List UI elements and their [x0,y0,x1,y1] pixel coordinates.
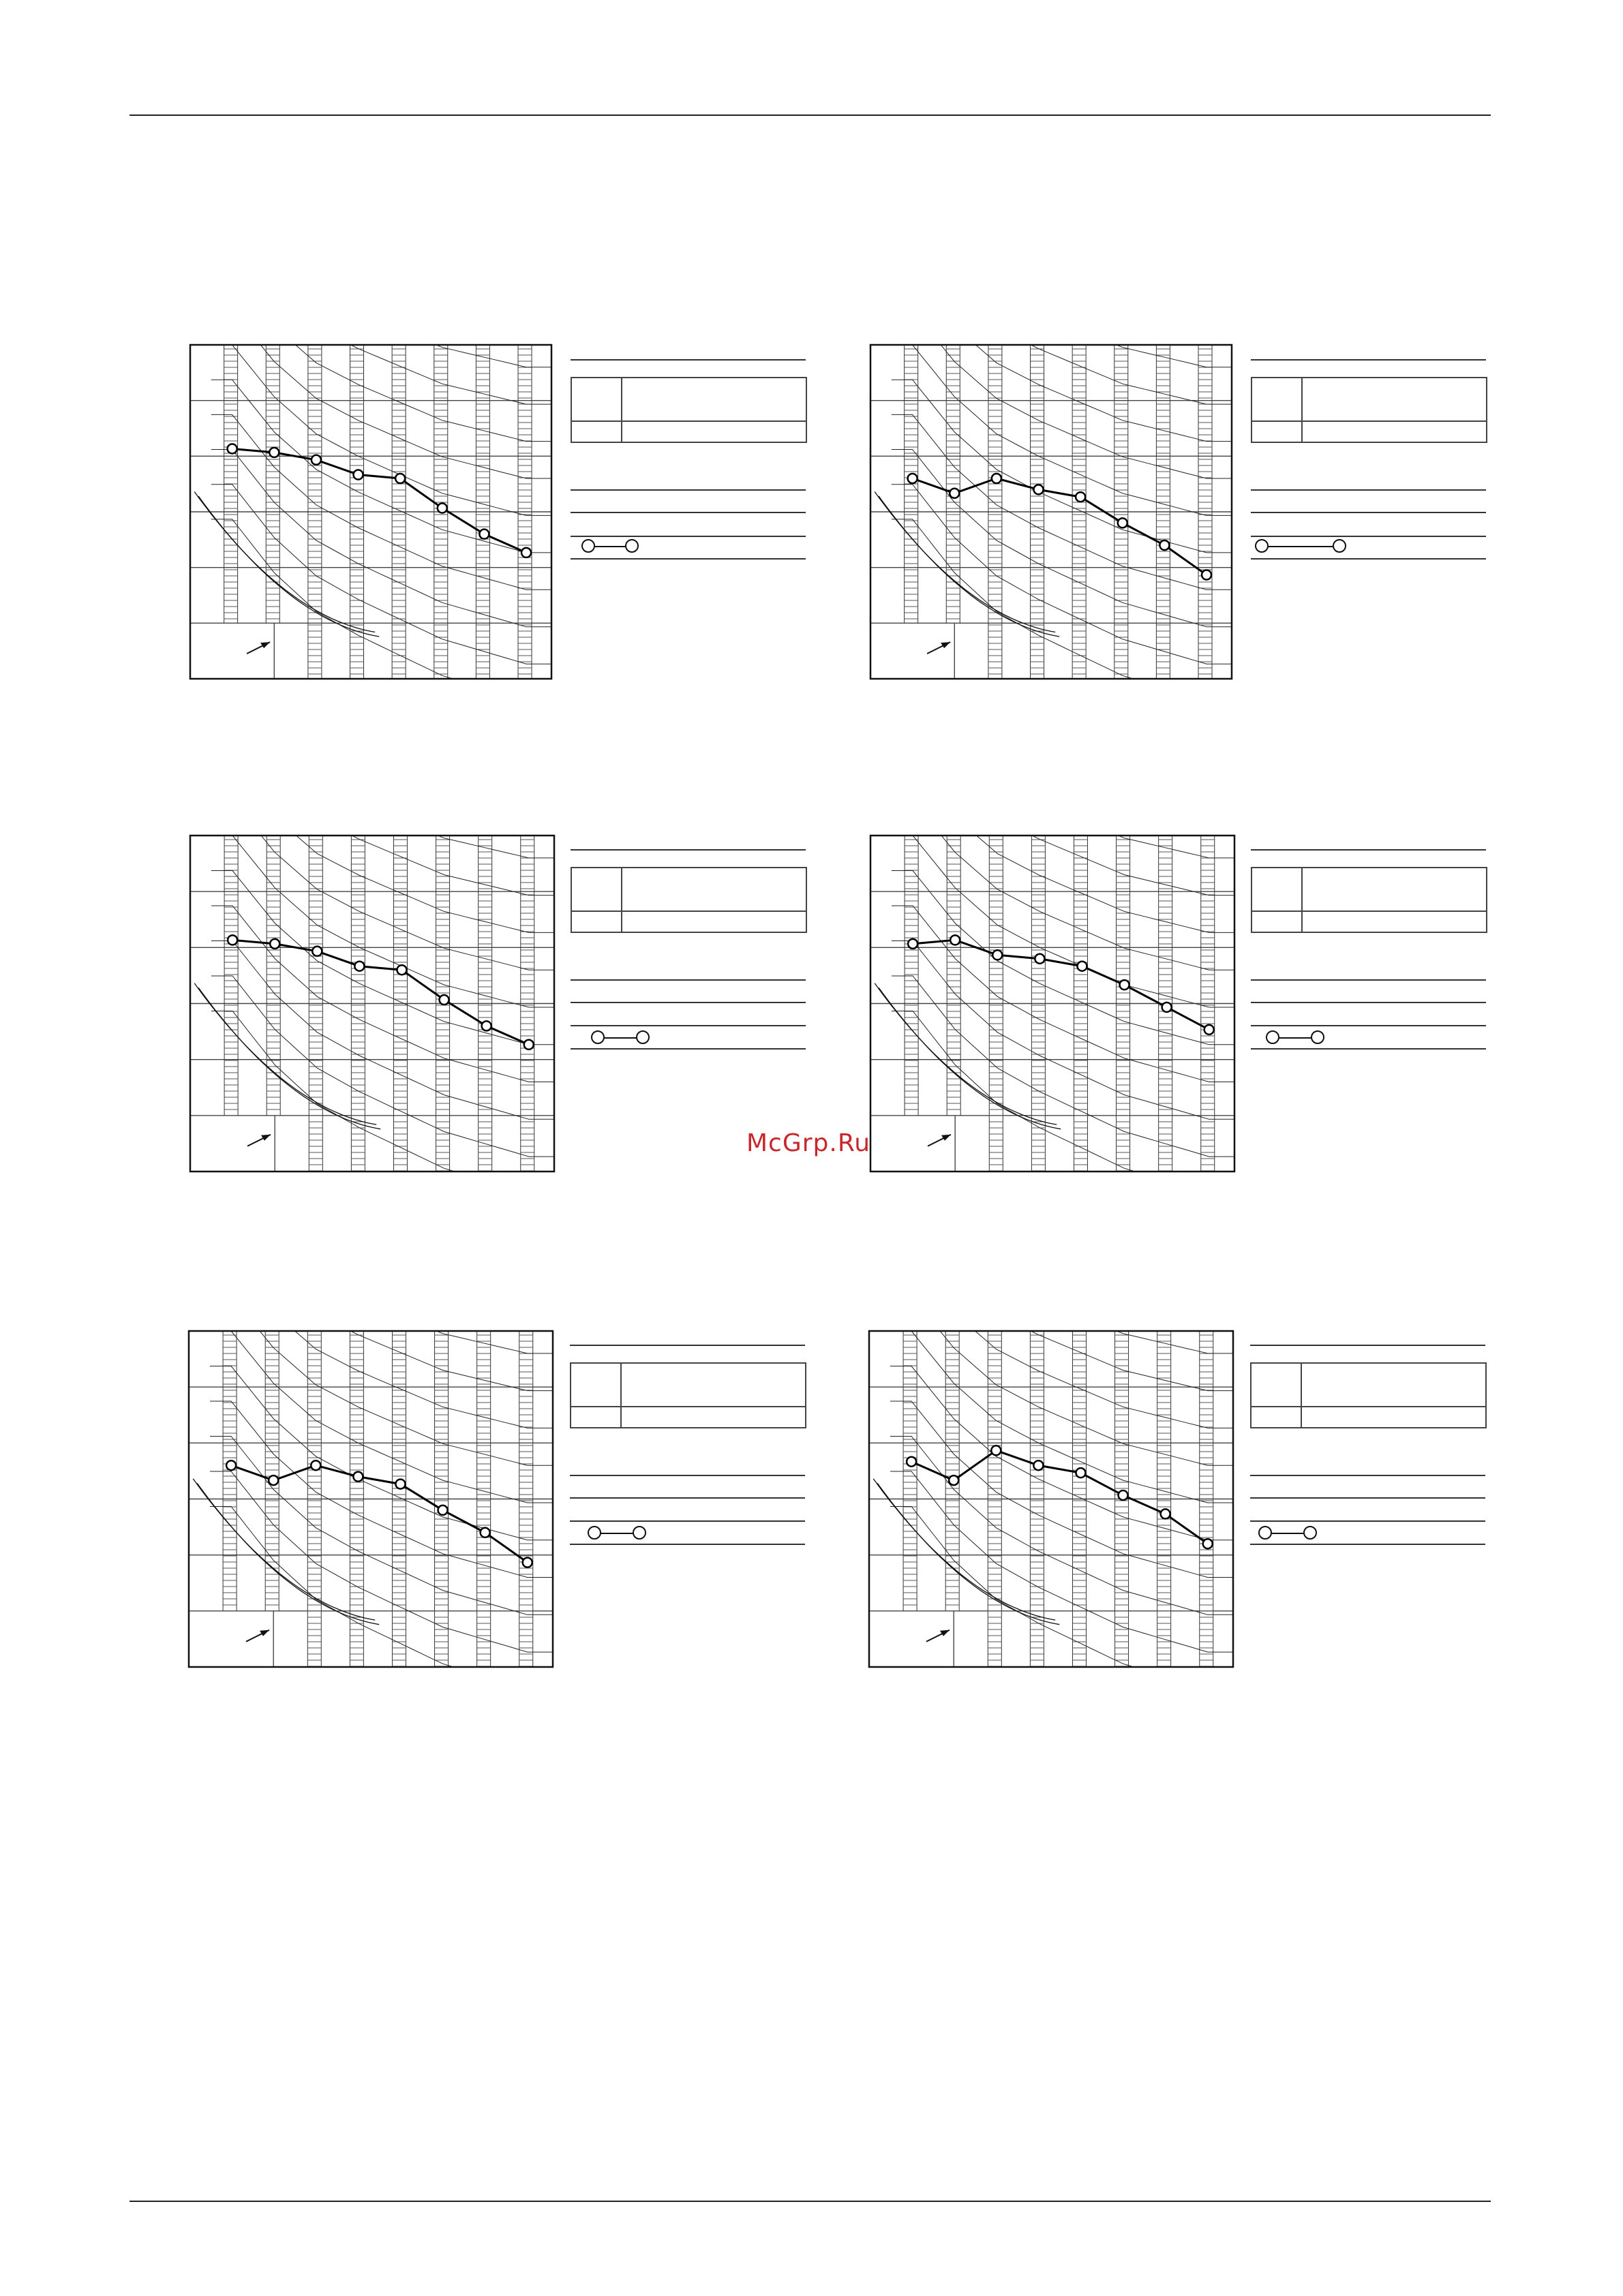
legend-rule [1251,512,1486,513]
nr-curve [890,1156,1250,1317]
nr-curve [210,1191,570,1353]
legend-rule [1250,1544,1485,1545]
legend-rule [571,558,806,560]
hatched-column [224,836,238,1116]
nr-curve [210,1401,570,1578]
nr-curve [892,1011,1252,1194]
legend-marker-symbol [1255,539,1346,555]
nr-curve [210,1471,570,1652]
threshold-curve [875,983,1057,1124]
legend-rule [1251,1025,1486,1026]
data-point [438,1505,448,1515]
data-point [992,950,1002,960]
legend-rule [1250,1497,1485,1499]
nr-curve [211,450,568,627]
data-point [226,1460,236,1470]
chart-top-left [189,344,552,679]
data-point [949,1475,958,1485]
nr-curve [210,1156,570,1317]
legend-rule [1251,979,1486,981]
legend-marker-symbol [581,539,639,555]
legend-marker-symbol [588,1526,645,1542]
nr-curve [892,519,1249,701]
data-point [228,444,237,453]
legend-rule [570,1345,805,1346]
legend-rule [1251,536,1486,537]
data-point [1202,570,1211,580]
arrowhead-icon [941,642,950,648]
nr-curve [890,1507,1250,1689]
nr-curve [890,1296,1250,1466]
data-point [1161,1509,1170,1518]
nr-curve [890,1471,1250,1652]
legend-table [571,867,807,933]
nr-curve [210,1226,570,1391]
nr-curve [892,695,1252,858]
nr-curve [892,414,1249,590]
data-point [1204,1025,1214,1035]
nr-curve [892,765,1252,932]
legend-bottom-right [1250,1345,1485,1570]
data-point [1118,518,1127,527]
nr-curve [210,1261,570,1428]
data-point [395,474,405,483]
legend-rule [1251,558,1486,560]
legend-rule [571,536,806,537]
arrowhead-icon [261,1135,271,1141]
chart-top-right [870,344,1232,679]
legend-table [1250,1362,1487,1428]
chart-bottom-right [868,1330,1234,1668]
nr-curve [892,801,1252,970]
bottom-rule [130,2201,1491,2202]
data-point [482,1021,491,1030]
nr-curve [892,275,1249,442]
nr-curve [210,1437,570,1615]
series-line [913,940,1209,1029]
hatched-column [947,836,960,1116]
chart-middle-left [189,835,555,1172]
legend-table [1251,867,1487,933]
nr-curve [892,731,1252,896]
legend-rule [1251,489,1486,491]
data-point [1035,954,1044,964]
threshold-curve [875,492,1055,632]
threshold-curve [194,983,376,1124]
nr-curve [210,1366,570,1540]
threshold-curve [198,988,380,1129]
data-point [479,530,489,539]
watermark: McGrp.Ru [746,1129,871,1157]
nr-curve [211,660,571,821]
data-point [523,1558,532,1567]
nr-curve [210,1296,570,1466]
series-line [911,1450,1208,1544]
legend-marker-symbol [591,1030,648,1047]
hatched-column [946,345,960,623]
data-point [354,470,363,480]
arrowhead-icon [940,1630,950,1636]
nr-curve [892,485,1249,664]
data-point [1076,492,1085,502]
hatched-column [224,345,238,623]
data-point [521,548,531,557]
legend-marker-symbol [1258,1526,1316,1542]
nr-curve [890,1191,1250,1353]
hatched-column [266,345,279,623]
nr-curve [211,345,568,515]
legend-rule [1250,1475,1485,1476]
arrowhead-icon [260,642,270,648]
legend-rule [571,489,806,491]
threshold-curve [197,1483,379,1624]
hatched-column [903,1331,917,1611]
data-point [354,962,364,971]
legend-rule [570,1475,805,1476]
nr-curve [211,801,571,970]
nr-curve [892,976,1252,1157]
data-point [1119,1490,1128,1500]
nr-curve [211,275,568,442]
nr-curve [211,906,571,1082]
threshold-curve [194,492,375,632]
nr-curve [892,450,1249,627]
threshold-curve [193,1479,375,1620]
hatched-column [265,1331,279,1611]
hatched-column [905,836,918,1116]
legend-rule [571,1002,806,1003]
legend-rule [1251,1002,1486,1003]
data-point [312,947,322,956]
nr-curve [211,871,571,1045]
hatched-column [267,836,280,1116]
data-point [312,455,321,465]
data-point [228,935,237,945]
data-point [991,1445,1001,1455]
data-point [1162,1002,1172,1012]
data-point [1120,980,1129,990]
nr-curve [890,1437,1250,1615]
legend-rule [571,512,806,513]
data-point [1033,1460,1043,1470]
data-point [908,474,917,483]
data-point [269,1475,278,1485]
legend-table [570,1362,806,1428]
data-point [992,474,1001,483]
threshold-curve [198,496,379,637]
data-point [1076,1468,1085,1478]
legend-rule [1251,1048,1486,1050]
data-point [1034,485,1044,494]
legend-rule [1251,849,1486,851]
threshold-curve [877,1483,1059,1624]
nr-curve [211,205,568,367]
legend-top-right [1251,359,1486,584]
legend-table [1251,377,1487,443]
hatched-column [223,1331,237,1611]
nr-curve [211,414,568,590]
data-point [270,939,279,949]
chart-bottom-left [188,1330,553,1668]
legend-table [571,377,807,443]
nr-curve [211,731,571,896]
arrowhead-icon [941,1135,951,1141]
arrowhead-icon [260,1630,269,1636]
data-point [481,1528,490,1537]
nr-curve [892,660,1252,821]
legend-top-left [571,359,806,584]
legend-middle-right [1251,849,1486,1074]
data-point [438,504,447,513]
legend-rule [571,1048,806,1050]
nr-curve [892,380,1249,553]
data-point [950,935,960,945]
nr-curve [211,380,568,553]
legend-rule [571,1025,806,1026]
hatched-column [905,345,918,623]
data-point [1077,962,1087,971]
legend-middle-left [571,849,806,1074]
nr-curve [210,1507,570,1689]
nr-curve [892,871,1252,1045]
legend-rule [1250,1520,1485,1522]
data-point [440,995,449,1005]
nr-curve [890,1226,1250,1391]
data-point [353,1472,363,1482]
hatched-column [945,1331,959,1611]
legend-rule [570,1497,805,1499]
nr-curve [892,310,1249,478]
legend-rule [1250,1345,1485,1346]
nr-curve [211,310,568,478]
nr-curve [890,1366,1250,1540]
legend-rule [571,979,806,981]
data-point [395,1480,405,1489]
nr-curve [892,241,1249,405]
nr-curve [211,485,568,664]
top-rule [130,114,1491,116]
legend-rule [571,849,806,851]
data-point [907,1457,916,1467]
nr-curve [211,695,571,858]
legend-rule [570,1520,805,1522]
nr-curve [211,941,571,1120]
data-point [311,1460,320,1470]
nr-curve [892,941,1252,1120]
data-point [908,939,917,949]
data-point [524,1040,534,1050]
legend-rule [571,359,806,361]
threshold-curve [879,988,1061,1129]
data-point [1203,1539,1213,1548]
legend-bottom-left [570,1345,805,1570]
data-point [1159,540,1169,550]
threshold-curve [879,496,1059,637]
nr-curve [211,765,571,932]
nr-curve [890,1401,1250,1578]
nr-curve [211,241,568,405]
nr-curve [892,205,1249,367]
nr-curve [211,976,571,1157]
chart-middle-right [870,835,1235,1172]
data-point [269,448,279,457]
nr-curve [890,1261,1250,1428]
nr-curve [892,906,1252,1082]
nr-curve [211,170,568,330]
threshold-curve [873,1479,1055,1620]
data-point [950,489,959,498]
nr-curve [892,170,1249,330]
legend-marker-symbol [1266,1030,1323,1047]
legend-rule [570,1544,805,1545]
legend-rule [1251,359,1486,361]
data-point [397,965,406,975]
